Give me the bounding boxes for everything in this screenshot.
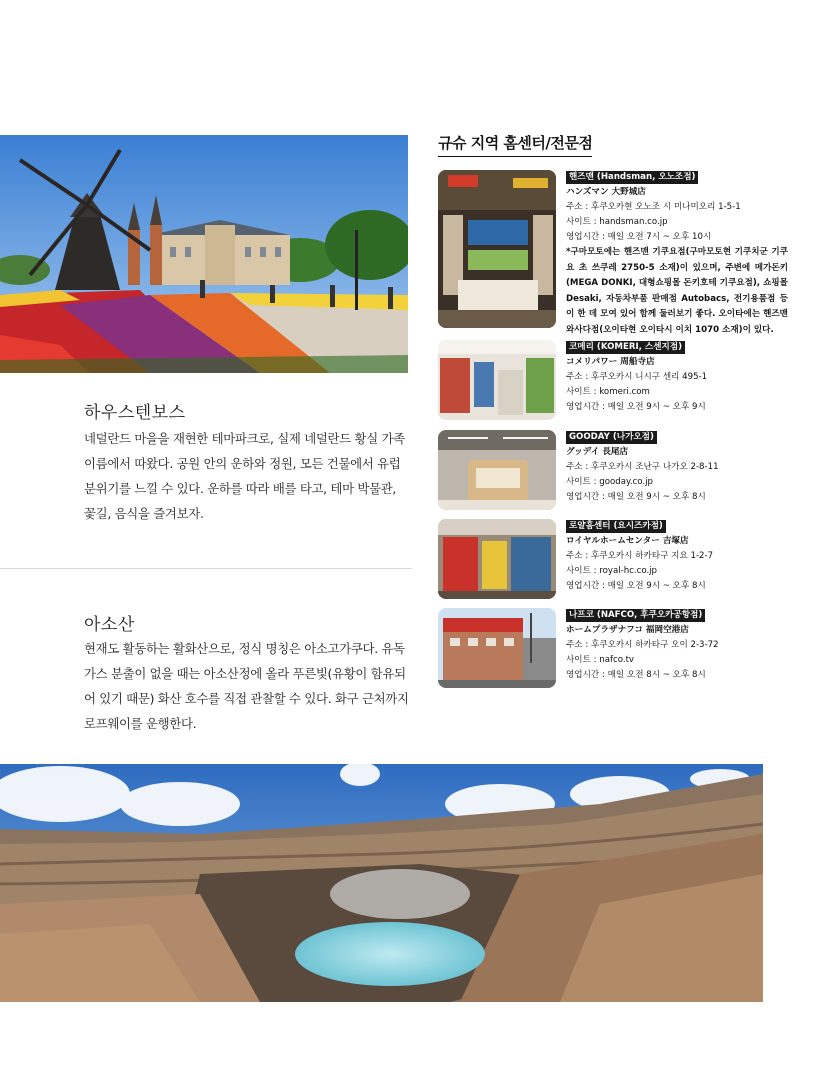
aso-description: 현재도 활동하는 활화산으로, 정식 명칭은 아소고가쿠다. 유독가스 분출이 없을 때는 아소산정에 올라 푸른빛(유황이 함유되어 있기 때문) 화산 호수를 직접 관찰할 수 있다. 화구 근처까지 로프웨이를 운행한다. <box>84 641 409 731</box>
store-japanese-name: コメリパワー 周船寺店 <box>566 357 655 367</box>
aso-title: 아소산 <box>84 615 135 635</box>
store-tag: GOODAY (나가오점) <box>566 431 657 444</box>
store-site: 사이트 : nafco.tv <box>566 655 635 665</box>
store-address: 주소 : 후쿠오카시 하카타구 지요 1-2-7 <box>566 551 714 561</box>
store-tag: 로얄홈센터 (요시즈카점) <box>566 520 666 533</box>
gooday-info <box>566 430 788 505</box>
royal-home-center-photo <box>438 519 556 599</box>
handsman-photo <box>438 170 556 328</box>
royal-home-center-info <box>566 519 788 594</box>
store-address: 주소 : 후쿠오카현 오노조 시 미나미오리 1-5-1 <box>566 202 741 212</box>
store-japanese-name: ロイヤルホームセンター 吉塚店 <box>566 536 689 546</box>
huis-ten-bosch-photo <box>0 135 408 373</box>
huis-ten-bosch-title: 하우스텐보스 <box>84 403 186 423</box>
section-divider <box>0 568 412 569</box>
store-hours: 영업시간 : 매일 오전 7시 ~ 오후 10시 <box>566 232 712 242</box>
store-address: 주소 : 후쿠오카시 하카타구 오이 2-3-72 <box>566 640 719 650</box>
store-japanese-name: グッデイ 長尾店 <box>566 447 629 457</box>
store-address: 주소 : 후쿠오카시 니시구 센리 495-1 <box>566 372 708 382</box>
store-japanese-name: ホームプラザナフコ 福岡空港店 <box>566 625 689 635</box>
gooday-photo <box>438 430 556 510</box>
komeri-photo <box>438 340 556 420</box>
store-site: 사이트 : gooday.co.jp <box>566 477 653 487</box>
store-hours: 영업시간 : 매일 오전 9시 ~ 오후 8시 <box>566 581 706 591</box>
store-site: 사이트 : komeri.com <box>566 387 650 397</box>
handsman-info <box>566 170 788 338</box>
store-site: 사이트 : royal-hc.co.jp <box>566 566 658 576</box>
aso-crater-photo <box>0 764 763 1002</box>
store-address: 주소 : 후쿠오카시 조난구 나가오 2-8-11 <box>566 462 719 472</box>
store-tag: 핸즈맨 (Handsman, 오노조점) <box>566 171 698 184</box>
komeri-info <box>566 340 788 415</box>
nafco-photo <box>438 608 556 688</box>
store-hours: 영업시간 : 매일 오전 9시 ~ 오후 9시 <box>566 402 706 412</box>
huis-ten-bosch-description: 네덜란드 마을을 재현한 테마파크로, 실제 네덜란드 황실 가족 이름에서 따왔다. 공원 안의 운하와 정원, 모든 건물에서 유럽 분위기를 느낄 수 있다. 운하를 따라 배를 타고, 테마 박물관, 꽃길, 음식을 즐겨보자. <box>84 431 405 521</box>
store-japanese-name: ハンズマン 大野城店 <box>566 187 646 197</box>
store-list-heading: 규슈 지역 홈센터/전문점 <box>438 132 592 157</box>
store-site: 사이트 : handsman.co.jp <box>566 217 668 227</box>
store-tag: 나프코 (NAFCO, 후쿠오카공항점) <box>566 609 705 622</box>
store-hours: 영업시간 : 매일 오전 9시 ~ 오후 8시 <box>566 492 706 502</box>
store-tag: 코메리 (KOMERI, 스센지점) <box>566 341 685 354</box>
nafco-info <box>566 608 788 683</box>
store-note: *구마모토에는 핸즈맨 기쿠요점(구마모토현 기쿠치군 기쿠요 초 쓰쿠레 2750-5 소재)이 있으며, 주변에 메가돈키(MEGA DONKI, 대형쇼핑몰 돈키호테 기쿠요점), 쇼핑몰 Desaki, 자동차부품 판매점 Autobacs, 전기용품점 등이 한 데 모여 있어 함께 둘러보기 좋다. 오이타에는 핸즈맨 와사다점(오이타현 오이타시 이치 1070 소재)이 있다. <box>566 247 788 335</box>
store-hours: 영업시간 : 매일 오전 8시 ~ 오후 8시 <box>566 670 706 680</box>
